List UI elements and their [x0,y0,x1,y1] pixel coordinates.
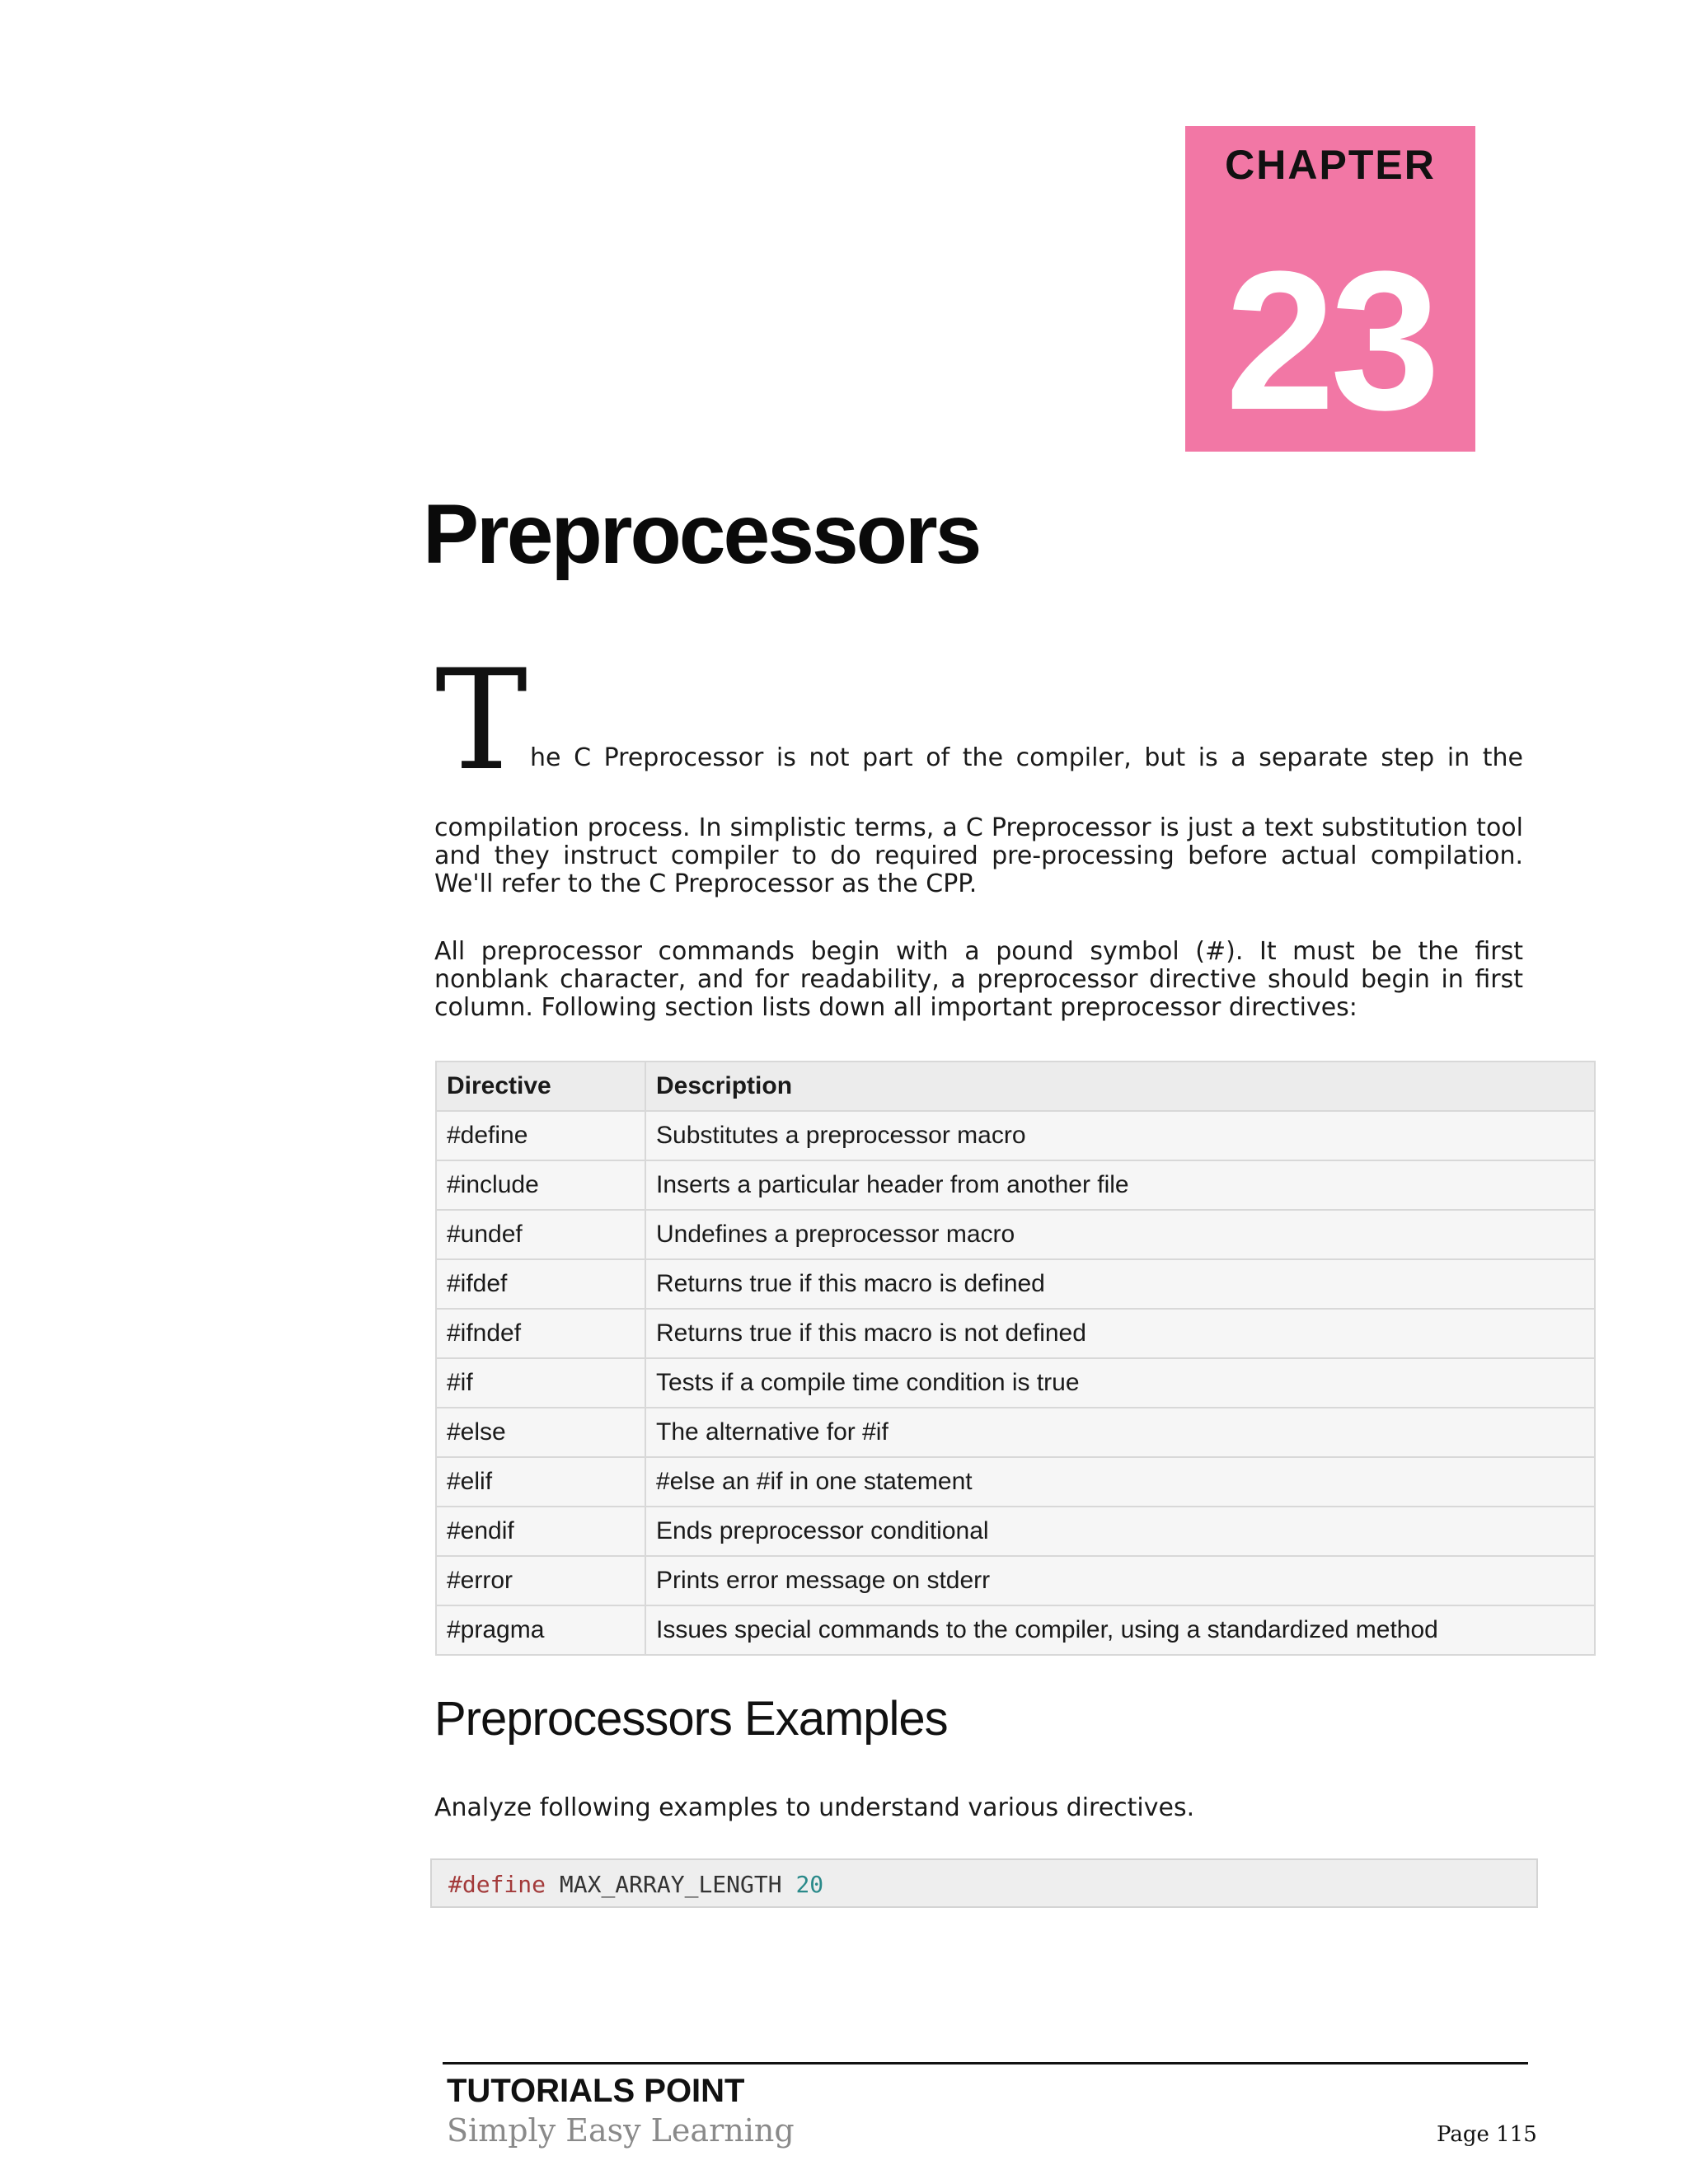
table-row [436,1457,1595,1507]
description-cell: Returns true if this macro is defined [645,1259,1595,1309]
chapter-badge [1185,126,1475,452]
description-cell: The alternative for #if [645,1408,1595,1457]
description-cell: Tests if a compile time condition is true [645,1358,1595,1408]
page-title: Preprocessors [423,487,980,581]
table-row [436,1507,1595,1556]
chapter-number: 23 [1225,230,1436,451]
directive-cell: #endif [436,1507,645,1556]
table-row [436,1210,1595,1259]
table-row [436,1111,1595,1160]
directive-cell: #error [436,1556,645,1605]
column-header-directive: Directive [436,1062,645,1111]
footer-tagline: Simply Easy Learning [447,2112,795,2149]
code-number: 20 [795,1871,824,1898]
table-row [436,1358,1595,1408]
intro-paragraph-1: compilation process. In simplistic terms, a C Preprocessor is just a text substitution tool and they instruct compiler to do required pre-processing before actual compilation. We'll refer to the C Preprocessor as the CPP. [434,813,1523,898]
code-keyword: #define [448,1871,546,1898]
drop-cap: T [435,640,528,801]
code-identifier: MAX_ARRAY_LENGTH [559,1871,782,1898]
description-cell: Prints error message on stderr [645,1556,1595,1605]
description-cell: Returns true if this macro is not defined [645,1309,1595,1358]
directive-cell: #pragma [436,1605,645,1655]
footer-brand: TUTORIALS POINT [447,2073,745,2109]
directive-cell: #undef [436,1210,645,1259]
directive-cell: #define [436,1111,645,1160]
description-cell: Issues special commands to the compiler, using a standardized method [645,1605,1595,1655]
directive-cell: #elif [436,1457,645,1507]
description-cell: #else an #if in one statement [645,1457,1595,1507]
description-cell: Inserts a particular header from another file [645,1160,1595,1210]
section-heading: Preprocessors Examples [434,1692,948,1746]
code-block [430,1858,1538,1908]
intro-paragraph-2: All preprocessor commands begin with a pound symbol (#). It must be the first nonblank character, and for readability, a preprocessor directive should begin in first column. Following section lists down all important preprocessor directives: [434,937,1523,1022]
table-row [436,1160,1595,1210]
directive-cell: #else [436,1408,645,1457]
description-cell: Undefines a preprocessor macro [645,1210,1595,1259]
description-cell: Substitutes a preprocessor macro [645,1111,1595,1160]
chapter-label: CHAPTER [1225,142,1436,188]
table-header-row [436,1062,1595,1111]
description-cell: Ends preprocessor conditional [645,1507,1595,1556]
table-row [436,1408,1595,1457]
table-row [436,1556,1595,1605]
column-header-description: Description [645,1062,1595,1111]
table-row [436,1259,1595,1309]
footer-divider [443,2062,1528,2064]
directive-cell: #ifdef [436,1259,645,1309]
table-row [436,1605,1595,1655]
page-number: Page 115 [1437,2122,1537,2147]
directive-cell: #ifndef [436,1309,645,1358]
intro-first-line: he C Preprocessor is not part of the compiler, but is a separate step in the [530,743,1523,772]
table-row [436,1309,1595,1358]
directive-cell: #if [436,1358,645,1408]
examples-intro: Analyze following examples to understand various directives. [434,1793,1195,1822]
directive-cell: #include [436,1160,645,1210]
directives-table [435,1061,1596,1656]
